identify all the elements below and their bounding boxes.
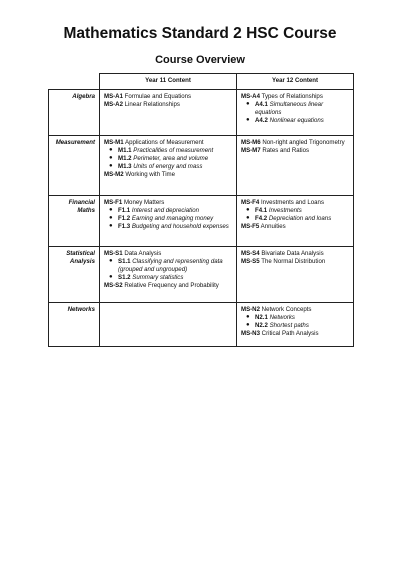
topic-item xyxy=(104,282,232,290)
topic-text: Perimeter, area and volume xyxy=(133,154,209,162)
year12-cell xyxy=(237,303,354,347)
topic-code: MS-A2 xyxy=(104,100,123,108)
bullet-icon: ● xyxy=(109,162,113,169)
topic-text: Data Analysis xyxy=(124,250,162,257)
topic-code: A4.1 xyxy=(255,100,268,108)
topic-text: Formulae and Equations xyxy=(124,93,192,100)
topic-item xyxy=(241,223,349,231)
topic-code: MS-F1 xyxy=(104,199,123,206)
topic-item xyxy=(241,139,349,147)
topic-item xyxy=(241,330,349,338)
topic-text: Rates and Ratios xyxy=(262,146,310,154)
topic-code: N2.2 xyxy=(255,321,268,329)
topic-item xyxy=(241,199,349,207)
topic-code: A4.2 xyxy=(255,116,268,124)
topic-code: MS-S2 xyxy=(104,281,123,289)
year11-cell xyxy=(100,196,237,247)
bullet-icon: ● xyxy=(109,222,113,229)
topic-text: Budgeting and household expenses xyxy=(131,222,229,230)
bullet-icon: ● xyxy=(246,100,250,107)
bullet-icon: ● xyxy=(246,116,250,123)
table-row xyxy=(49,303,354,347)
topic-text: Interest and depreciation xyxy=(131,206,199,214)
topic-code: N2.1 xyxy=(255,313,268,321)
topic-code: F1.2 xyxy=(118,214,131,222)
topic-text: Practicalities of measurement xyxy=(133,146,214,154)
topic-text: Investments and Loans xyxy=(260,199,324,206)
subtopic-item xyxy=(241,314,349,322)
topic-code: M1.3 xyxy=(118,162,132,170)
topic-code: F4.2 xyxy=(255,214,268,222)
topic-text: Simultaneous linear equations xyxy=(255,100,324,116)
subtopic-item xyxy=(241,117,349,125)
topic-text: Network Concepts xyxy=(261,306,312,313)
topic-item xyxy=(104,199,232,207)
bullet-icon: ● xyxy=(246,206,250,213)
topic-text: Applications of Measurement xyxy=(125,139,204,146)
course-overview-table xyxy=(48,73,354,347)
topic-item xyxy=(241,258,349,266)
topic-text: Units of energy and mass xyxy=(133,162,203,170)
topic-code: MS-A4 xyxy=(241,93,260,100)
topic-text: Depreciation and loans xyxy=(268,214,332,222)
bullet-icon: ● xyxy=(109,206,113,213)
bullet-icon: ● xyxy=(109,273,113,280)
topic-item xyxy=(104,171,232,179)
corner-cell xyxy=(49,74,100,90)
topic-text: Annuities xyxy=(260,222,286,230)
table-row xyxy=(49,196,354,247)
topic-item xyxy=(104,139,232,147)
topic-code: MS-S1 xyxy=(104,250,123,257)
subtopic-item xyxy=(104,155,232,163)
subtopic-item xyxy=(241,322,349,330)
page-subtitle: Course Overview xyxy=(155,54,245,66)
topic-text: Non-right angled Trigonometry xyxy=(262,139,345,146)
topic-text: Nonlinear equations xyxy=(269,116,324,124)
topic-code: S1.1 xyxy=(118,257,131,265)
topic-code: MS-S4 xyxy=(241,250,260,257)
topic-text: Summary statistics xyxy=(132,273,184,281)
category-financial-maths: Financial Maths xyxy=(49,196,100,247)
subtopic-item xyxy=(104,223,232,231)
topic-code: MS-M7 xyxy=(241,146,261,154)
year12-header: Year 12 Content xyxy=(237,74,354,90)
bullet-icon: ● xyxy=(246,313,250,320)
subtopic-item xyxy=(241,101,349,117)
topic-code: F1.1 xyxy=(118,206,131,214)
subtopic-item xyxy=(241,207,349,215)
topic-code: S1.2 xyxy=(118,273,131,281)
subtopic-item xyxy=(104,207,232,215)
topic-item xyxy=(241,93,349,101)
topic-text: Types of Relationships xyxy=(261,93,323,100)
bullet-icon: ● xyxy=(109,146,113,153)
year12-cell xyxy=(237,196,354,247)
year11-cell xyxy=(100,136,237,196)
year12-cell xyxy=(237,90,354,136)
topic-text: Money Matters xyxy=(123,199,165,206)
topic-item xyxy=(241,147,349,155)
topic-code: M1.2 xyxy=(118,154,132,162)
topic-item xyxy=(104,101,232,109)
subtopic-item xyxy=(104,258,232,274)
topic-text: Working with Time xyxy=(125,170,176,178)
topic-text: Earning and managing money xyxy=(131,214,214,222)
topic-text: Networks xyxy=(269,313,295,321)
topic-code: M1.1 xyxy=(118,146,132,154)
topic-item xyxy=(104,93,232,101)
table-row xyxy=(49,90,354,136)
topic-text: Critical Path Analysis xyxy=(261,329,319,337)
year11-cell xyxy=(100,303,237,347)
table-row xyxy=(49,247,354,303)
category-measurement: Measurement xyxy=(49,136,100,196)
header-row xyxy=(49,74,354,90)
topic-item xyxy=(241,306,349,314)
topic-code: MS-S5 xyxy=(241,257,260,265)
subtopic-item xyxy=(241,215,349,223)
category-algebra: Algebra xyxy=(49,90,100,136)
topic-code: MS-A1 xyxy=(104,93,123,100)
bullet-icon: ● xyxy=(109,214,113,221)
subtopic-item xyxy=(104,274,232,282)
page-title: Mathematics Standard 2 HSC Course xyxy=(63,25,337,42)
topic-text: Bivariate Data Analysis xyxy=(261,250,324,257)
year11-cell xyxy=(100,247,237,303)
category-networks: Networks xyxy=(49,303,100,347)
year12-cell xyxy=(237,247,354,303)
category-statistical-analysis: Statistical Analysis xyxy=(49,247,100,303)
topic-code: F4.1 xyxy=(255,206,268,214)
topic-code: MS-M2 xyxy=(104,170,124,178)
year12-cell xyxy=(237,136,354,196)
year11-header: Year 11 Content xyxy=(100,74,237,90)
topic-text: Classifying and representing data (grouped and ungrouped) xyxy=(118,257,223,273)
subtopic-item xyxy=(104,163,232,171)
topic-code: F1.3 xyxy=(118,222,131,230)
topic-code: MS-M1 xyxy=(104,139,124,146)
topic-item xyxy=(241,250,349,258)
subtopic-item xyxy=(104,215,232,223)
topic-code: MS-F4 xyxy=(241,199,260,206)
bullet-icon: ● xyxy=(109,257,113,264)
topic-text: Investments xyxy=(268,206,302,214)
topic-item xyxy=(104,250,232,258)
year11-cell xyxy=(100,90,237,136)
topic-text: Relative Frequency and Probability xyxy=(124,281,219,289)
topic-code: MS-F5 xyxy=(241,222,260,230)
topic-code: MS-N3 xyxy=(241,329,260,337)
bullet-icon: ● xyxy=(246,321,250,328)
topic-text: The Normal Distribution xyxy=(261,257,326,265)
topic-code: MS-M6 xyxy=(241,139,261,146)
table-row xyxy=(49,136,354,196)
bullet-icon: ● xyxy=(109,154,113,161)
topic-text: Shortest paths xyxy=(269,321,309,329)
subtopic-item xyxy=(104,147,232,155)
bullet-icon: ● xyxy=(246,214,250,221)
topic-code: MS-N2 xyxy=(241,306,260,313)
topic-text: Linear Relationships xyxy=(124,100,180,108)
